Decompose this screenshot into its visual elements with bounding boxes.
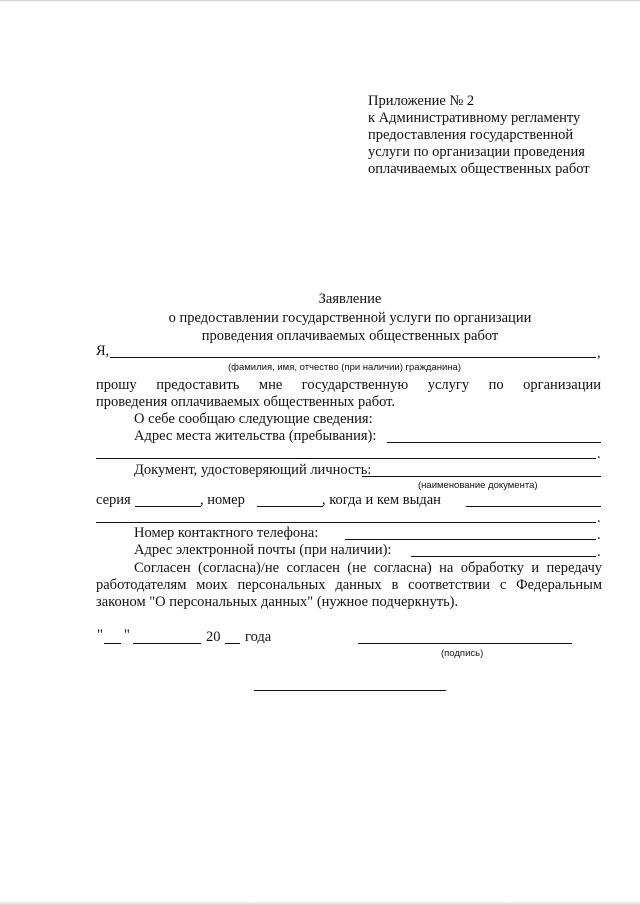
consent-text: работодателям моих персональных данных в соответствии с Федеральным — [96, 577, 602, 593]
appendix-line: к Административному регламенту — [368, 110, 581, 126]
appendix-line: предоставления государственной — [368, 127, 574, 143]
signature-hint: (подпись) — [441, 648, 484, 659]
year-line[interactable] — [225, 643, 240, 644]
document-label: Документ, удостоверяющий личность: — [134, 462, 372, 478]
appendix-line: оплачиваемых общественных работ — [368, 161, 590, 177]
number-label: , номер — [200, 492, 245, 508]
issued-label: , когда и кем выдан — [322, 492, 441, 508]
email-line[interactable] — [411, 556, 596, 557]
bottom-separator — [254, 690, 446, 691]
scan-edge-bottom — [0, 901, 640, 905]
document-hint: (наименование документа) — [418, 480, 538, 491]
signature-line[interactable] — [358, 643, 572, 644]
appendix-number: Приложение № 2 — [368, 93, 475, 109]
year-prefix: 20 — [206, 629, 221, 645]
full-name-line[interactable] — [110, 357, 596, 358]
issued-line[interactable] — [466, 506, 601, 507]
email-label: Адрес электронной почты (при наличии): — [134, 542, 392, 558]
document-subtitle: о предоставлении государственной услуги по организации — [168, 310, 532, 326]
document-subtitle: проведения оплачиваемых общественных работ — [201, 328, 499, 344]
appendix-line: услуги по организации проведения — [368, 144, 585, 160]
document-title: Заявление — [318, 291, 382, 307]
request-text: проведения оплачиваемых общественных работ. — [96, 394, 396, 410]
request-text: прошу предоставить мне государственную услугу по организации — [96, 377, 601, 393]
quote-open: " — [97, 627, 103, 643]
day-line[interactable] — [104, 643, 121, 644]
period: . — [597, 510, 601, 526]
period: . — [597, 446, 601, 462]
series-label: серия — [96, 492, 131, 508]
address-label: Адрес места жительства (пребывания): — [134, 428, 377, 444]
scan-edge-top — [0, 0, 640, 2]
issued-line-2[interactable] — [96, 522, 596, 523]
month-line[interactable] — [133, 643, 201, 644]
address-line[interactable] — [387, 442, 601, 443]
document-name-line[interactable] — [362, 476, 601, 477]
address-line-2[interactable] — [96, 458, 596, 459]
series-line[interactable] — [135, 506, 201, 507]
phone-label: Номер контактного телефона: — [134, 525, 319, 541]
period: . — [597, 544, 601, 560]
consent-text: Согласен (согласна)/не согласен (не согласна) на обработку и передачу — [134, 560, 602, 576]
quote-close: " — [124, 627, 130, 643]
consent-text: законом "О персональных данных" (нужное подчеркнуть). — [96, 594, 459, 610]
number-line[interactable] — [257, 506, 323, 507]
period: . — [597, 527, 601, 543]
ya-label: Я, — [96, 343, 110, 359]
about-self-text: О себе сообщаю следующие сведения: — [134, 411, 373, 427]
comma: , — [597, 345, 601, 361]
phone-line[interactable] — [345, 539, 596, 540]
year-suffix: года — [245, 629, 272, 645]
name-hint: (фамилия, имя, отчество (при наличии) гражданина) — [228, 362, 462, 373]
